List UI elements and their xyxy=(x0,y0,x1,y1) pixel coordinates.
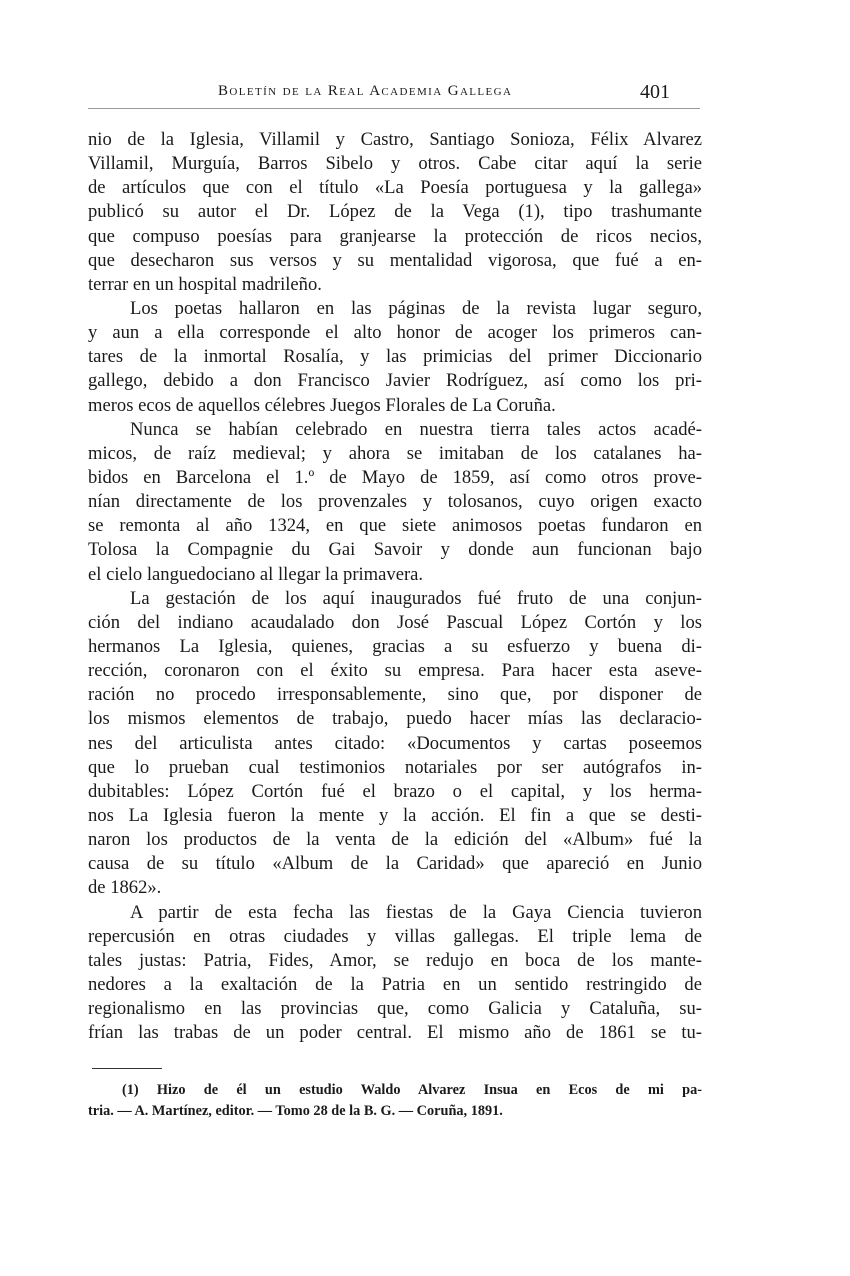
text-line: el cielo languedociano al llegar la primavera. xyxy=(88,563,424,585)
page-number: 401 xyxy=(640,81,670,103)
text-line: nio de la Iglesia, Villamil y Castro, Santiago Sonioza, Félix Alvarez xyxy=(88,129,702,150)
text-line: tares de la inmortal Rosalía, y las primicias del primer Diccionario xyxy=(88,346,702,368)
text-line: que lo prueban cual testimonios notariales por ser autógrafos in- xyxy=(88,756,702,778)
text-line: La gestación de los aquí inaugurados fué fruto de una conjun- xyxy=(130,587,702,609)
text-line: regionalismo en las provincias que, como Galicia y Cataluña, su- xyxy=(88,998,702,1020)
text-line: que compuso poesías para granjearse la protección de ricos necios, xyxy=(88,225,702,247)
text-line: se remonta al año 1324, en que siete animosos poetas fundaron en xyxy=(88,515,702,537)
text-line: tales justas: Patria, Fides, Amor, se redujo en boca de los mante- xyxy=(88,949,702,971)
text-line: naron los productos de la venta de la edición del «Album» fué la xyxy=(88,829,702,851)
text-line: dubitables: López Cortón fué el brazo o el capital, y los herma- xyxy=(88,780,702,802)
footnote xyxy=(88,1080,702,1122)
text-line: que desecharon sus versos y su mentalidad vigorosa, que fué a en- xyxy=(88,249,702,271)
page-header xyxy=(88,78,700,109)
footnote-line: (1) Hizo de él un estudio Waldo Alvarez Insua en Ecos de mi pa- xyxy=(122,1082,702,1098)
text-line: frían las trabas de un poder central. El mismo año de 1861 se tu- xyxy=(88,1022,702,1044)
text-line: hermanos La Iglesia, quienes, gracias a su esfuerzo y buena di- xyxy=(88,635,702,657)
text-line: causa de su título «Album de la Caridad» que apareció en Junio xyxy=(88,853,702,875)
text-line: rección, coronaron con el éxito su empresa. Para hacer esta aseve- xyxy=(88,660,702,682)
text-line: meros ecos de aquellos célebres Juegos Florales de La Coruña. xyxy=(88,394,556,416)
text-line: micos, de raíz medieval; y ahora se imitaban de los catalanes ha- xyxy=(88,442,702,464)
text-line: Nunca se habían celebrado en nuestra tierra tales actos acadé- xyxy=(130,418,702,440)
text-line: nos La Iglesia fueron la mente y la acción. El fin a que se desti- xyxy=(88,804,702,826)
text-line: de 1862». xyxy=(88,877,162,899)
footnote-line: tria. — A. Martínez, editor. — Tomo 28 de la B. G. — Coruña, 1891. xyxy=(88,1103,503,1119)
running-title: Boletín de la Real Academia Gallega xyxy=(218,83,513,99)
text-line: terrar en un hospital madrileño. xyxy=(88,273,322,295)
footnote-divider xyxy=(92,1068,162,1069)
text-line: repercusión en otras ciudades y villas gallegas. El triple lema de xyxy=(88,925,702,947)
text-line: los mismos elementos de trabajo, puedo hacer mías las declaracio- xyxy=(88,708,702,730)
text-line: nedores a la exaltación de la Patria en un sentido restringido de xyxy=(88,973,702,995)
text-line: nes del articulista antes citado: «Documentos y cartas poseemos xyxy=(88,732,702,754)
text-line: nían directamente de los provenzales y tolosanos, cuyo origen exacto xyxy=(88,491,702,513)
text-line: Villamil, Murguía, Barros Sibelo y otros. Cabe citar aquí la serie xyxy=(88,153,702,175)
text-line: A partir de esta fecha las fiestas de la Gaya Ciencia tuvieron xyxy=(130,901,702,923)
body-text xyxy=(88,128,702,1045)
text-line: publicó su autor el Dr. López de la Vega (1), tipo trashumante xyxy=(88,201,702,223)
text-line: ción del indiano acaudalado don José Pascual López Cortón y los xyxy=(88,611,702,633)
text-line: de artículos que con el título «La Poesía portuguesa y la gallega» xyxy=(88,177,702,199)
text-line: gallego, debido a don Francisco Javier Rodríguez, así como los pri- xyxy=(88,370,702,392)
text-line: ración no procedo irresponsablemente, sino que, por disponer de xyxy=(88,684,702,706)
text-line: Los poetas hallaron en las páginas de la revista lugar seguro, xyxy=(130,297,702,319)
text-line: y aun a ella corresponde el alto honor de acoger los primeros can- xyxy=(88,322,702,344)
text-line: Tolosa la Compagnie du Gai Savoir y donde aun funcionan bajo xyxy=(88,539,702,561)
text-line: bidos en Barcelona el 1.º de Mayo de 1859, así como otros prove- xyxy=(88,466,702,488)
